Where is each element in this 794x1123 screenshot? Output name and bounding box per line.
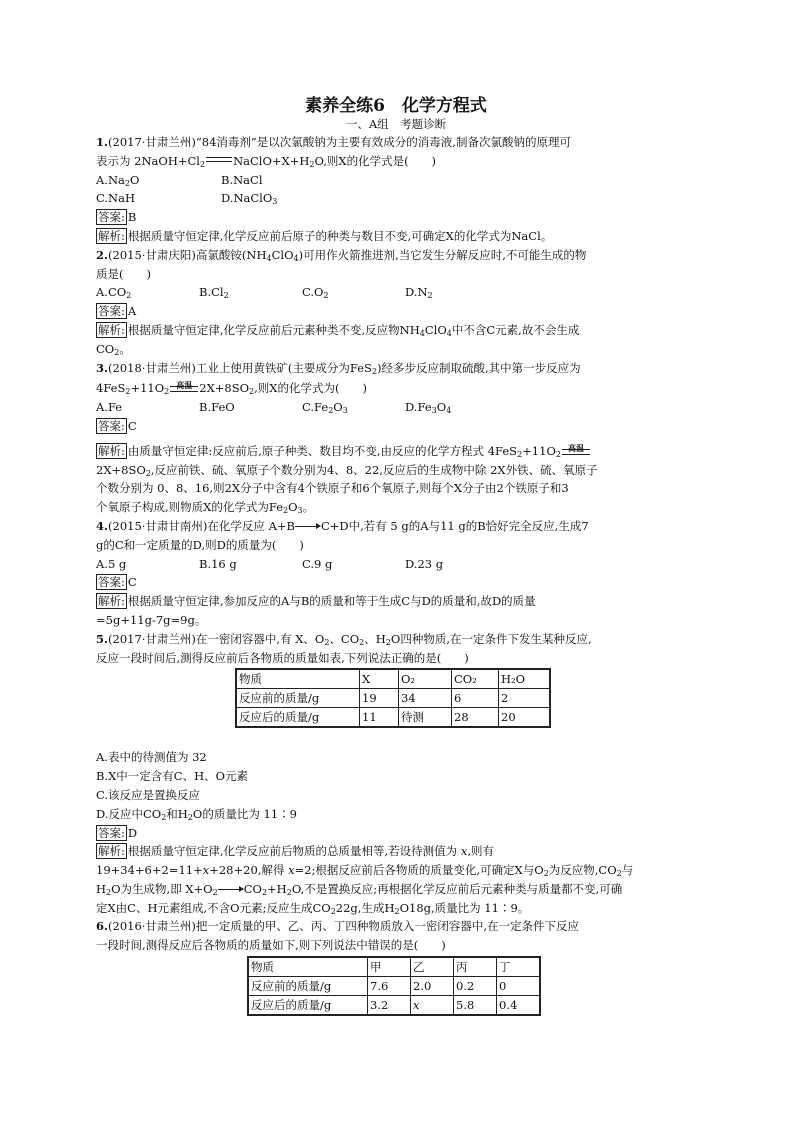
table-cell: CO₂: [452, 669, 499, 689]
table-cell: 2.0: [411, 977, 454, 996]
table-cell: 物质: [248, 957, 368, 977]
table-cell: 28: [452, 708, 499, 728]
question-number: 4.: [96, 518, 109, 533]
option-d[interactable]: D.NaClO$_3$: [221, 191, 278, 207]
table-cell: 反应后的质量/g: [236, 708, 360, 728]
table-cell: 7.6: [368, 977, 411, 996]
option-c[interactable]: C.NaH: [96, 191, 135, 206]
reaction-condition: 高温: [562, 454, 590, 455]
table-row: [236, 708, 550, 728]
option-a[interactable]: A.表中的待测值为 32: [96, 750, 207, 765]
options: [96, 398, 696, 417]
mass-table: [247, 956, 541, 1016]
table-cell: O₂: [399, 669, 452, 689]
table-cell: 反应前的质量/g: [236, 689, 360, 708]
table-cell: X: [360, 669, 399, 689]
answer-value: D: [127, 825, 138, 840]
options: [96, 189, 696, 208]
table-row: [248, 977, 540, 996]
table-cell: 5.8: [454, 996, 497, 1016]
table-cell: 0.2: [454, 977, 497, 996]
question-stem: (2017·甘肃兰州)“84消毒剂”是以次氯酸钠为主要有效成分的消毒液,制备次氯酸钠的原理可: [108, 135, 571, 149]
answer-value: A: [127, 304, 137, 319]
option-b[interactable]: $B.Cl_2$: [199, 285, 229, 301]
option-a[interactable]: $A.CO_2$: [96, 285, 132, 301]
option-a[interactable]: A.Fe: [96, 400, 123, 415]
analysis-tag: 解析:: [98, 443, 125, 458]
table-cell: H₂O: [499, 669, 551, 689]
answer-value: C: [127, 418, 137, 433]
option-b[interactable]: B.X中一定含有C、H、O元素: [96, 769, 249, 784]
analysis-text: 根据质量守恒定律,化学反应前后原子的种类与数目不变,可确定X的化学式为NaCl。: [127, 228, 553, 243]
mass-table: [235, 668, 551, 728]
table-cell: 19: [360, 689, 399, 708]
question-number: 3.: [96, 360, 109, 375]
reaction-condition: 高温: [170, 391, 198, 392]
table-cell: 乙: [411, 957, 454, 977]
table-cell: x: [411, 996, 454, 1016]
option-a[interactable]: $A.Na_2O$: [96, 172, 140, 188]
options: [96, 283, 696, 302]
arrow-icon: [295, 521, 321, 531]
answer-tag: 答案:: [98, 825, 125, 840]
question-1: 1.(2017·甘肃兰州)“84消毒剂”是以次氯酸钠为主要有效成分的消毒液,制备次氯酸钠的原理可 表示为 $2NaOH+Cl_2$ $NaClO+X+H_2O$,则X的化学式是( ) $A.Na_2O$ B.NaCl C.NaH D.NaClO$_3$ 答案: B 解析: 根据质量守恒定律,化学反应前后原子的种类与数目不变,可确定X的化学式为NaCl。: [96, 133, 696, 246]
option-d[interactable]: D.反应中$CO_2$和$H_2O$的质量比为 11∶9: [96, 806, 297, 822]
table-cell: 2: [499, 689, 551, 708]
answer-tag: 答案:: [98, 575, 125, 590]
analysis-tag: 解析:: [98, 844, 125, 859]
table-cell: 丙: [454, 957, 497, 977]
option-d[interactable]: $D.N_2$: [405, 285, 433, 301]
answer-value: C: [127, 575, 137, 590]
option-b[interactable]: B.NaCl: [221, 172, 263, 187]
document-page: [96, 96, 696, 1016]
option-d[interactable]: D.23 g: [405, 556, 444, 571]
analysis-tag: 解析:: [98, 594, 125, 609]
option-b[interactable]: B.16 g: [199, 556, 237, 571]
table-cell: 6: [452, 689, 499, 708]
table-row: [248, 996, 540, 1016]
question-number: 1.: [96, 135, 109, 149]
answer-tag: 答案:: [98, 210, 125, 225]
table-cell: 丁: [497, 957, 541, 977]
table-cell: 待测: [399, 708, 452, 728]
table-row: [236, 689, 550, 708]
section-subtitle: 一、A组 考题诊断: [345, 117, 447, 131]
page-title: 素养全练6 化学方程式: [305, 96, 487, 116]
answer-value: B: [127, 210, 137, 225]
analysis-tag: 解析:: [98, 322, 125, 337]
table-cell: 反应后的质量/g: [248, 996, 368, 1016]
arrow-icon: [218, 884, 244, 894]
table-header-row: [248, 957, 540, 977]
table-cell: 11: [360, 708, 399, 728]
question-number: 5.: [96, 631, 109, 646]
option-a[interactable]: A.5 g: [96, 556, 127, 571]
question-2: 2.(2015·甘肃庆阳)高氯酸铵$(NH_4ClO_4)$可用作火箭推进剂,当它发生分解反应时,不可能生成的物 质是( ) $A.CO_2$ $B.Cl_2$ $C.O_2$ $D.N_2$ 答案: A 解析: 根据质量守恒定律,化学反应前后元素种类不变,反应物$NH_4ClO_4$中不含C元素,故不会生成 $CO_2$。: [96, 246, 696, 359]
table-cell: 物质: [236, 669, 360, 689]
option-c[interactable]: C.9 g: [302, 556, 333, 571]
question-5: 5.(2017·甘肃兰州)在一密闭容器中,有 X、$O_2$、$CO_2$、$H_2O$四种物质,在一定条件下发生某种反应, 反应一段时间后,测得反应前后各物质的质量如表,下列说法正确的是( ) 物质 X O₂ CO₂ H₂O 反应前的质量/g 19 34 6 2 反应后的质量/g 11 待测 28 20 A.表中的待测值为 32 B.X中一定含有C、H、O元素 C.该反应是置换反应 D.反应中$CO_2$和$H_2O$的质量比为 11∶9 答案: D 解析: 根据质量守恒定律,化学反应前后物质的总质量相等,若设待测值为 x,则有 19+34+6+2=11+x+28+20,解得 x=2;根据反应前后各物质的质量变化,可确定X与$O_2$为反应物$,CO_2$与 $H_2O$为生成物,即 $X+O_2$ $CO_2+H_2O$,不是置换反应;再根据化学反应前后元素种类与质量都不变,可确 定X由C、H元素组成,不含O元素;反应生成$CO_222g$,生成$H_2O18g$,质量比为 11∶9。: [96, 630, 696, 918]
options: [96, 171, 696, 190]
question-number: 6.: [96, 919, 109, 934]
options: [96, 555, 696, 574]
answer-tag: 答案:: [98, 418, 125, 433]
question-4: 4.(2015·甘肃甘南州)在化学反应 A+B C+D中,若有 5 g的A与11 g的B恰好完全反应,生成7 g的C和一定质量的D,则D的质量为( ) A.5 g B.16 g C.9 g D.23 g 答案: C 解析: 根据质量守恒定律,参加反应的A与B的质量和等于生成C与D的质量和,故D的质量 =5g+11g-7g=9g。: [96, 517, 696, 630]
equals-sign: [206, 157, 232, 162]
table-cell: 34: [399, 689, 452, 708]
table-cell: 20: [499, 708, 551, 728]
option-c[interactable]: C.该反应是置换反应: [96, 787, 201, 802]
option-d[interactable]: $D.Fe_3O_4$: [405, 400, 452, 416]
table-cell: 3.2: [368, 996, 411, 1016]
option-b[interactable]: B.FeO: [199, 400, 235, 415]
question-6: 6.(2016·甘肃兰州)把一定质量的甲、乙、丙、丁四种物质放入一密闭容器中,在一定条件下反应 一段时间,测得反应后各物质的质量如下,则下列说法中错误的是( ) 物质 甲 乙 丙 丁 反应前的质量/g 7.6 2.0 0.2 0 反应后的质量/g 3.2 x 5.8 0.4: [96, 917, 696, 1016]
table-cell: 0: [497, 977, 541, 996]
option-c[interactable]: $C.Fe_2O_3$: [302, 400, 348, 416]
answer-tag: 答案:: [98, 304, 125, 319]
table-cell: 反应前的质量/g: [248, 977, 368, 996]
question-stem: 质是( ): [96, 266, 151, 281]
question-3: 3.(2018·甘肃兰州)工业上使用黄铁矿(主要成分为FeS$_2$)经多步反应制取硫酸,其中第一步反应为 $4FeS_2+11O_2$ 高温 $2X+8SO_2$,则X的化学式为( ) A.Fe B.FeO $C.Fe_2O_3$ $D.Fe_3O_4$ 答案: C 解析: 由质量守恒定律:反应前后,原子种类、数目均不变,由反应的化学方程式 $4FeS_2+11O_2$ 高温 $2X+8SO_2$,反应前铁、硫、氧原子个数分别为4、8、22,反应后的生成物中除 2X外铁、硫、氧原子 个数分别为 0、8、16,则2X分子中含有4个铁原子和6个氧原子,则每个X分子由2个铁原子和3 个氧原子构成,则物质X的化学式为$Fe_2O_3$。: [96, 359, 696, 517]
table-header-row: [236, 669, 550, 689]
option-c[interactable]: $C.O_2$: [302, 285, 329, 301]
table-cell: 0.4: [497, 996, 541, 1016]
table-cell: 甲: [368, 957, 411, 977]
analysis-tag: 解析:: [98, 228, 125, 243]
question-number: 2.: [96, 247, 109, 262]
